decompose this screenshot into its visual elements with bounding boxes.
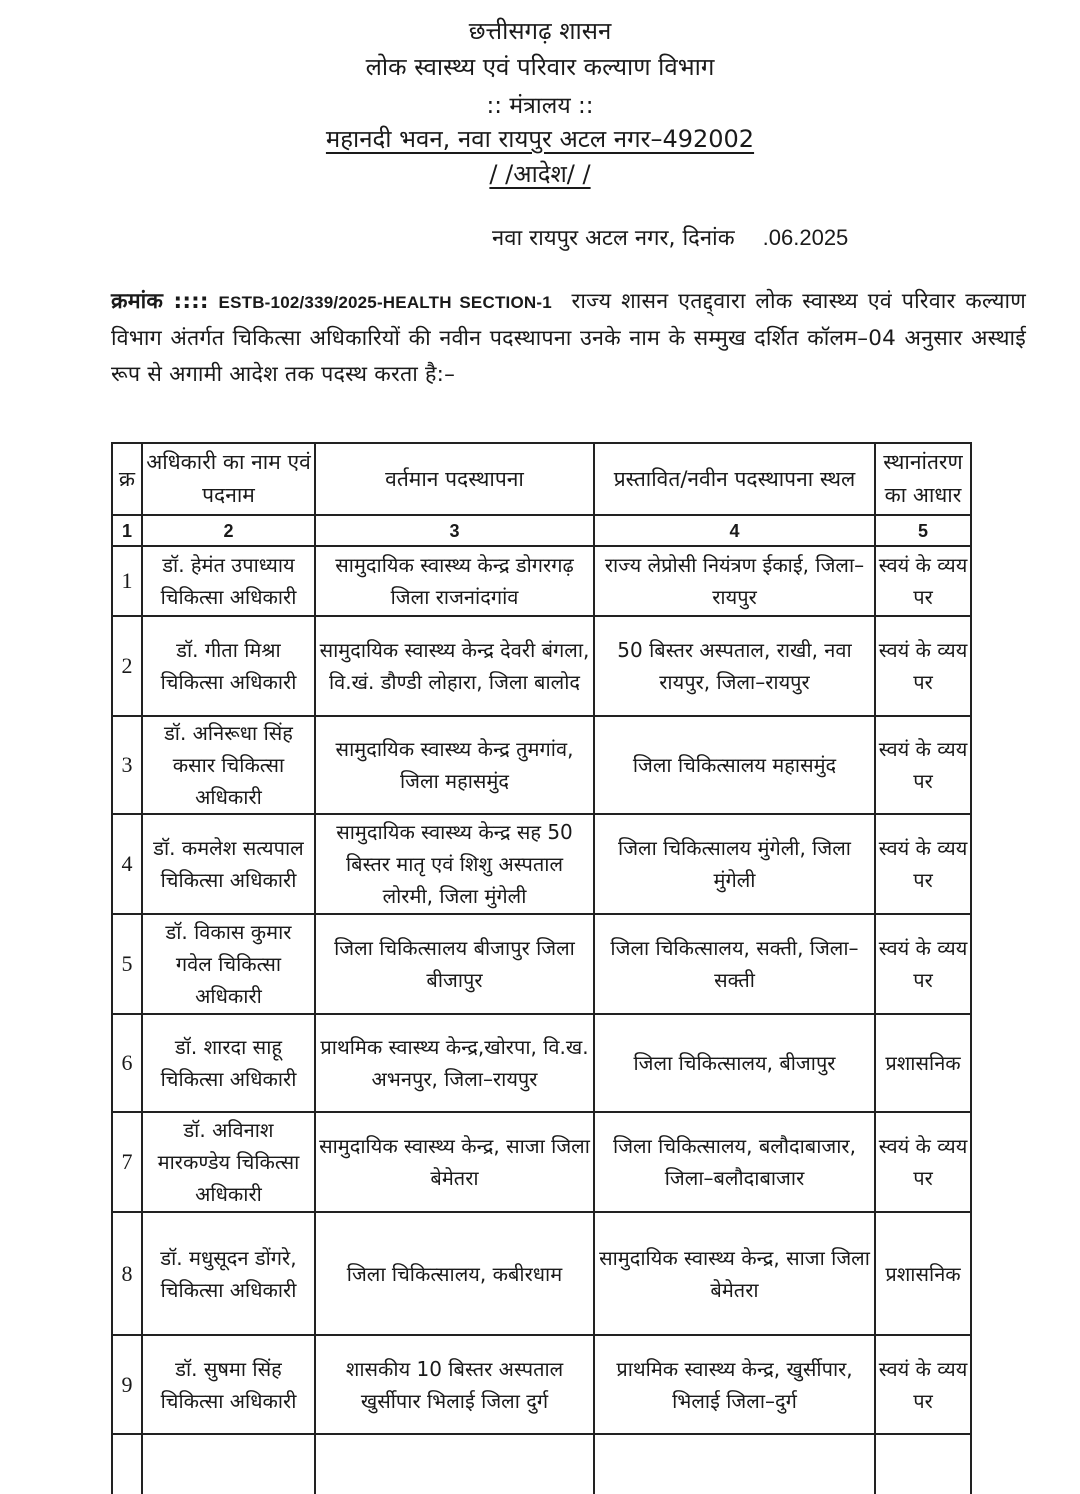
row-serial: 2 [112,616,142,716]
table-row [112,1212,971,1335]
officer-name: डॉ. अविनाश मारकण्डेय चिकित्सा अधिकारी [142,1112,315,1212]
row-serial: 1 [112,546,142,616]
table-row [112,914,971,1014]
row-serial: 4 [112,814,142,914]
current-posting: सामुदायिक स्वास्थ्य केन्द्र देवरी बंगला, वि.खं. डौण्डी लोहारा, जिला बालोद [315,616,594,716]
column-number: 3 [315,515,594,546]
proposed-posting: 50 बिस्तर अस्पताल, राखी, नवा रायपुर, जिला–रायपुर [594,616,875,716]
header-current-posting: वर्तमान पदस्थापना [315,443,594,515]
proposed-posting: जिला चिकित्सालय, बलौदाबाजार, जिला–बलौदाबाजार [594,1112,875,1212]
header-serial: क्र [112,443,142,515]
proposed-posting: जिला चिकित्सालय मुंगेली, जिला मुंगेली [594,814,875,914]
officer-name: डॉ. कमलेश सत्यपाल चिकित्सा अधिकारी [142,814,315,914]
header-proposed-posting: प्रस्तावित/नवीन पदस्थापना स्थल [594,443,875,515]
table-row [112,814,971,914]
empty-cell [315,1434,594,1494]
officer-name: डॉ. हेमंत उपाध्याय चिकित्सा अधिकारी [142,546,315,616]
transfer-basis: प्रशासनिक [875,1014,971,1112]
officer-name: डॉ. अनिरूधा सिंह कसार चिकित्सा अधिकारी [142,716,315,814]
officer-name: डॉ. विकास कुमार गवेल चिकित्सा अधिकारी [142,914,315,1014]
row-serial: 7 [112,1112,142,1212]
transfer-basis: स्वयं के व्यय पर [875,1335,971,1434]
current-posting: सामुदायिक स्वास्थ्य केन्द्र तुमगांव, जिला महासमुंद [315,716,594,814]
column-number: 4 [594,515,875,546]
empty-cell [142,1434,315,1494]
order-date: .06.2025 [762,225,849,250]
table-row-empty [112,1434,971,1494]
row-serial: 9 [112,1335,142,1434]
row-serial: 5 [112,914,142,1014]
proposed-posting: प्राथमिक स्वास्थ्य केन्द्र, खुर्सीपार, भिलाई जिला–दुर्ग [594,1335,875,1434]
current-posting: सामुदायिक स्वास्थ्य केन्द्र सह 50 बिस्तर मातृ एवं शिशु अस्पताल लोरमी, जिला मुंगेली [315,814,594,914]
kramank-label: क्रमांक :::: [111,289,209,314]
current-posting: जिला चिकित्सालय, कबीरधाम [315,1212,594,1335]
transfer-basis: प्रशासनिक [875,1212,971,1335]
empty-cell [875,1434,971,1494]
posting-table [111,442,972,1494]
officer-name: डॉ. शारदा साहू चिकित्सा अधिकारी [142,1014,315,1112]
row-serial: 3 [112,716,142,814]
order-paragraph [111,284,1026,393]
office-address: महानदी भवन, नवा रायपुर अटल नगर–492002 [325,125,755,153]
proposed-posting: राज्य लेप्रोसी नियंत्रण ईकाई, जिला–रायपुर [594,546,875,616]
header-transfer-basis: स्थानांतरण का आधार [875,443,971,515]
column-number-row [112,515,971,546]
proposed-posting: सामुदायिक स्वास्थ्य केन्द्र, साजा जिला बेमेतरा [594,1212,875,1335]
current-posting: प्राथमिक स्वास्थ्य केन्द्र,खोरपा, वि.ख. अभनपुर, जिला–रायपुर [315,1014,594,1112]
department-name: लोक स्वास्थ्य एवं परिवार कल्याण विभाग [365,53,715,81]
table-row [112,616,971,716]
government-name: छत्तीसगढ़ शासन [468,17,612,45]
officer-name: डॉ. मधुसूदन डोंगरे, चिकित्सा अधिकारी [142,1212,315,1335]
table-header-row [112,443,971,515]
officer-name: डॉ. सुषमा सिंह चिकित्सा अधिकारी [142,1335,315,1434]
empty-cell [112,1434,142,1494]
empty-cell [594,1434,875,1494]
table-row [112,546,971,616]
order-body-text: राज्य शासन एतद्द्वारा लोक स्वास्थ्य एवं परिवार कल्याण विभाग अंतर्गत चिकित्सा अधिकारियों की नवीन पदस्थापना उनके नाम के सम्मुख दर्शित कॉलम–04 अनुसार अस्थाई रूप से अगामी आदेश तक पदस्थ करता है:– [111,289,1026,387]
proposed-posting: जिला चिकित्सालय महासमुंद [594,716,875,814]
order-reference-number: ESTB-102/339/2025-HEALTH SECTION-1 [218,293,552,312]
transfer-basis: स्वयं के व्यय पर [875,814,971,914]
transfer-basis: स्वयं के व्यय पर [875,1112,971,1212]
table-row [112,716,971,814]
row-serial: 8 [112,1212,142,1335]
current-posting: शासकीय 10 बिस्तर अस्पताल खुर्सीपार भिलाई जिला दुर्ग [315,1335,594,1434]
dateline [492,222,848,252]
officer-name: डॉ. गीता मिश्रा चिकित्सा अधिकारी [142,616,315,716]
column-number: 2 [142,515,315,546]
table-row [112,1335,971,1434]
current-posting: सामुदायिक स्वास्थ्य केन्द्र डोगरगढ़ जिला राजनांदगांव [315,546,594,616]
dateline-place: नवा रायपुर अटल नगर, दिनांक [492,226,735,251]
column-number: 1 [112,515,142,546]
proposed-posting: जिला चिकित्सालय, बीजापुर [594,1014,875,1112]
row-serial: 6 [112,1014,142,1112]
transfer-basis: स्वयं के व्यय पर [875,546,971,616]
transfer-basis: स्वयं के व्यय पर [875,616,971,716]
current-posting: जिला चिकित्सालय बीजापुर जिला बीजापुर [315,914,594,1014]
header-officer-name: अधिकारी का नाम एवं पदनाम [142,443,315,515]
transfer-basis: स्वयं के व्यय पर [875,914,971,1014]
proposed-posting: जिला चिकित्सालय, सक्ती, जिला–सक्ती [594,914,875,1014]
table-row [112,1014,971,1112]
current-posting: सामुदायिक स्वास्थ्य केन्द्र, साजा जिला बेमेतरा [315,1112,594,1212]
transfer-basis: स्वयं के व्यय पर [875,716,971,814]
table-row [112,1112,971,1212]
order-title: / /आदेश/ / [489,160,591,188]
column-number: 5 [875,515,971,546]
ministry-label: :: मंत्रालय :: [486,93,594,119]
